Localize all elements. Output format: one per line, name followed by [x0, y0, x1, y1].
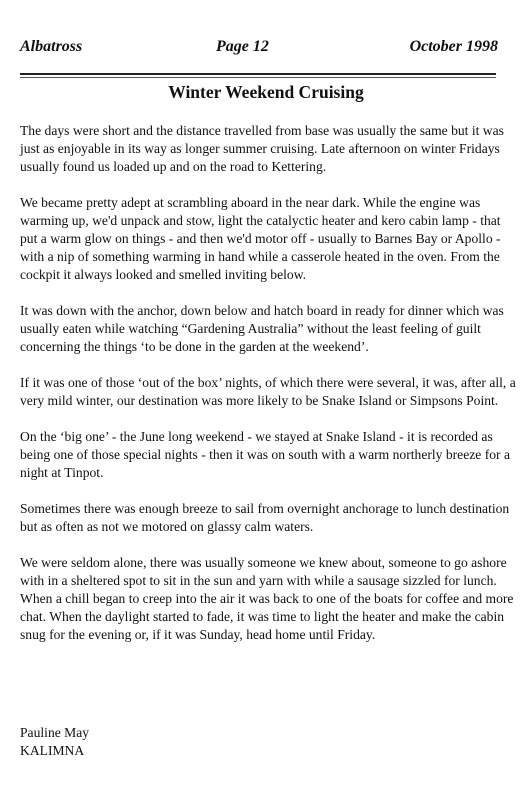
page-number: Page 12 — [216, 38, 269, 55]
article-title: Winter Weekend Cruising — [168, 82, 364, 102]
paragraph: We became pretty adept at scrambling aboard in the near dark. While the engine was warming up, we'd unpack and stow, light the catalyctic heater and kero cabin lamp - that put a warm glow on things - and then we'd motor off - usually to Barnes Bay or Apollo - with a nip of something warming in hand while a casserole heated in the oven. From the cockpit it always looked and smelled inviting below. — [20, 195, 501, 282]
newsletter-name: Albatross — [20, 38, 83, 55]
paragraph: On the ‘big one’ - the June long weekend - we stayed at Snake Island - it is recorded as being one of those special nights - then it was on south with a warm northerly breeze for a night at Tinpot. — [20, 429, 510, 480]
paragraph: If it was one of those ‘out of the box’ nights, of which there were several, it was, after all, a very mild winter, our destination was more likely to be Snake Island or Simpsons Point. — [20, 375, 516, 408]
issue-date: October 1998 — [409, 38, 498, 55]
paragraph: The days were short and the distance travelled from base was usually the same but it was just as enjoyable in its way as longer summer cruising. Late afternoon on winter Fridays usually found us loaded up and on the road to Kettering. — [20, 123, 504, 174]
boat-name: KALIMNA — [20, 743, 85, 758]
paragraph: Sometimes there was enough breeze to sail from overnight anchorage to lunch destination but as often as not we motored on glassy calm waters. — [20, 501, 510, 534]
signature-block — [20, 724, 89, 760]
article-body — [20, 122, 520, 662]
page-header — [20, 38, 498, 62]
header-rule — [20, 73, 496, 75]
header-rule-thin — [20, 77, 496, 78]
paragraph: We were seldom alone, there was usually someone we knew about, someone to go ashore with in a sheltered spot to sit in the sun and yarn with while a sausage sizzled for lunch. When a chill began to creep into the air it was back to one of the boats for coffee and more chat. When the daylight started to fade, it was time to light the heater and make the cabin snug for the evening or, if it was Sunday, head home until Friday. — [20, 555, 514, 642]
author-name: Pauline May — [20, 725, 90, 740]
paragraph: It was down with the anchor, down below and hatch board in ready for dinner which was usually eaten while watching “Gardening Australia” without the least feeling of guilt concerning the things ‘to be done in the garden at the weekend’. — [20, 303, 504, 354]
